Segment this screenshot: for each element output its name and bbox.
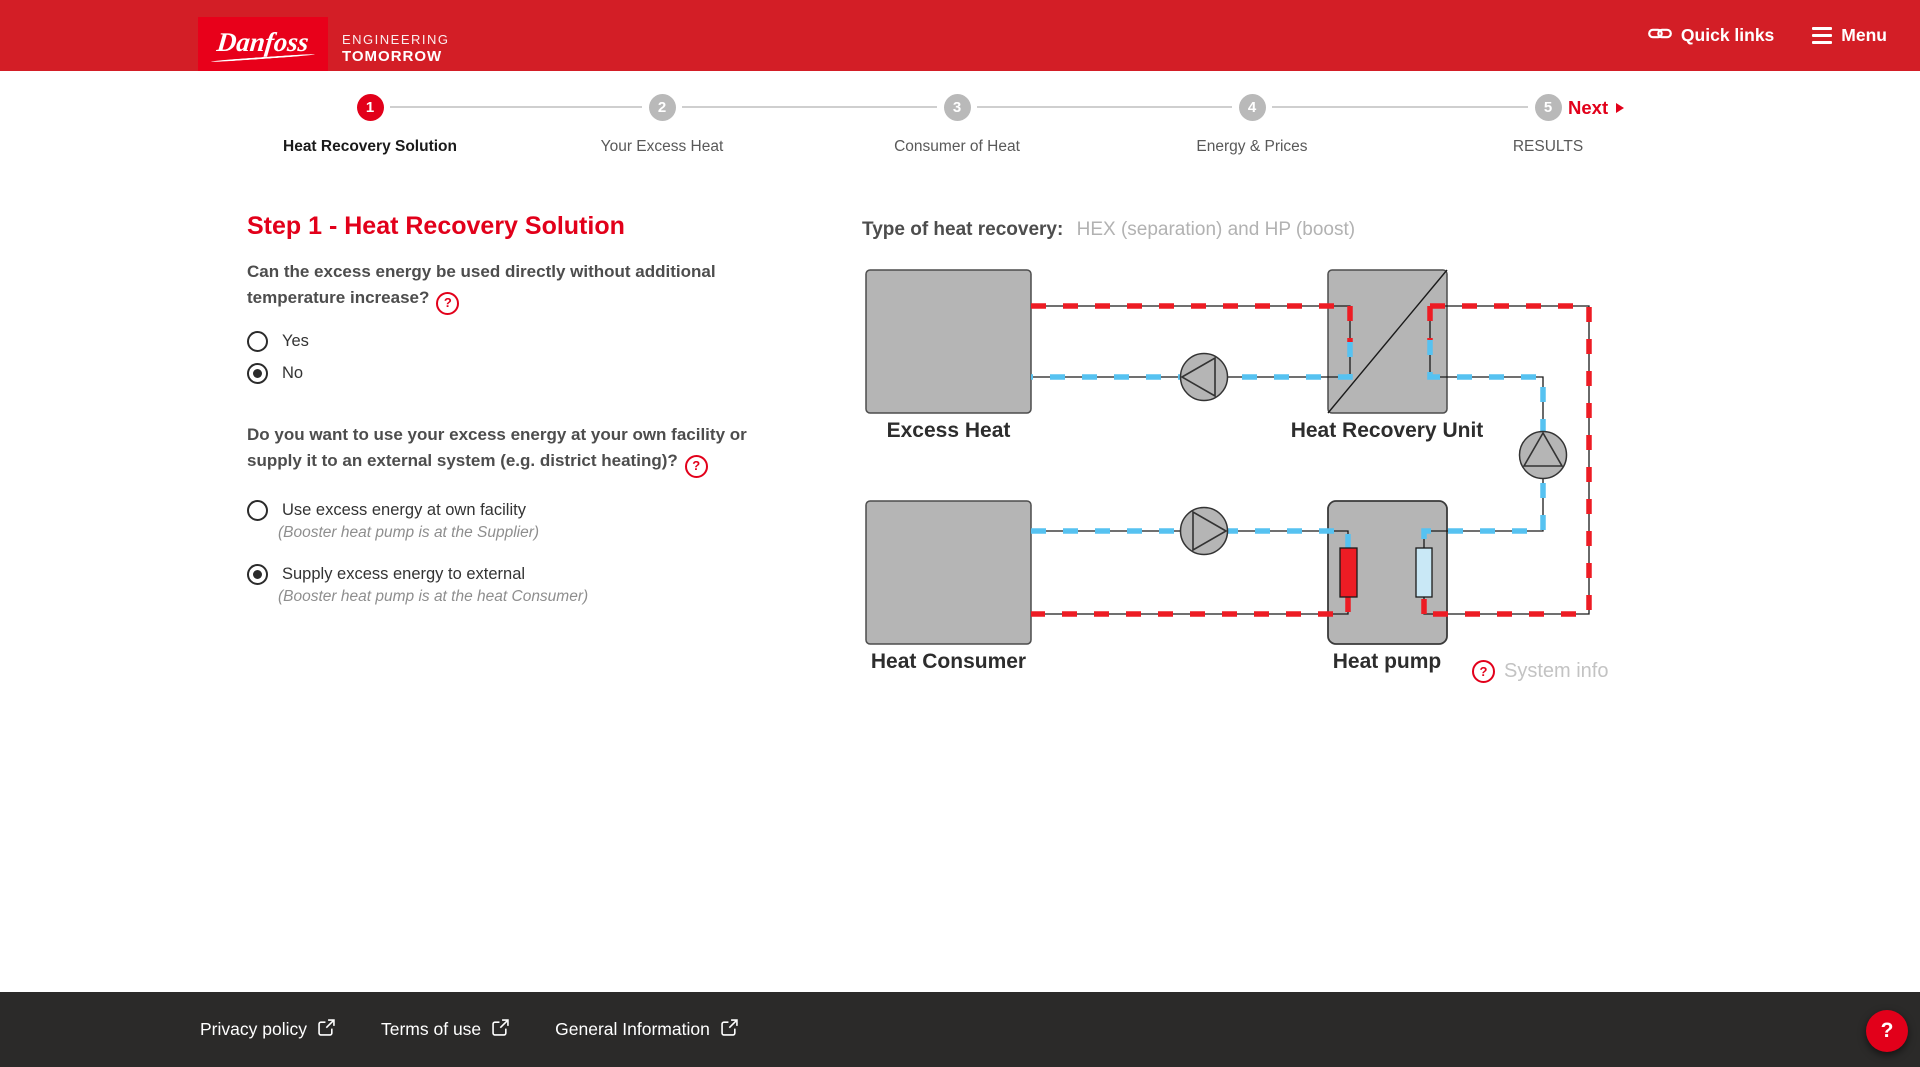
heat-recovery-type-line — [862, 219, 1355, 241]
step-2-circle[interactable]: 2 — [649, 94, 676, 121]
radio-option-own-facility[interactable] — [247, 500, 787, 521]
step-3-label: Consumer of Heat — [894, 138, 1020, 155]
question-1-help-icon[interactable]: ? — [436, 292, 459, 315]
stepper-step-2 — [542, 94, 782, 156]
radio-circle-own-facility[interactable] — [247, 500, 268, 521]
stepper-step-5 — [1428, 94, 1668, 156]
system-info-help-icon[interactable]: ? — [1472, 660, 1495, 683]
terms-of-use-link[interactable] — [381, 1019, 509, 1041]
question-1-text: Can the excess energy be used directly without additional temperature increase? — [247, 262, 716, 308]
system-info-label: System info — [1504, 660, 1609, 682]
radio-option-yes[interactable] — [247, 331, 787, 352]
pump-right — [1520, 432, 1567, 479]
radio-label-no: No — [282, 363, 304, 382]
general-information-link[interactable] — [555, 1019, 738, 1041]
cold-pipes — [1031, 340, 1543, 548]
next-label: Next — [1568, 97, 1609, 118]
question-2-text: Do you want to use your excess energy at your own facility or supply it to an external system (e.g. district heating)? — [247, 424, 747, 471]
next-button[interactable] — [1568, 97, 1624, 119]
excess-heat-box — [866, 270, 1031, 413]
external-link-icon — [492, 1019, 509, 1041]
menu-label: Menu — [1841, 25, 1887, 45]
radio-label-supply-external: Supply excess energy to external — [282, 564, 526, 583]
system-diagram — [862, 262, 1612, 692]
type-label: Type of heat recovery: — [862, 219, 1064, 240]
step-1-circle[interactable]: 1 — [357, 94, 384, 121]
privacy-policy-link[interactable] — [200, 1019, 335, 1041]
step-4-circle[interactable]: 4 — [1239, 94, 1266, 121]
page-title: Step 1 - Heat Recovery Solution — [247, 212, 625, 240]
tagline-line1: ENGINEERING — [342, 32, 450, 47]
pump-top — [1181, 354, 1228, 401]
heat-recovery-unit-label: Heat Recovery Unit — [1290, 419, 1484, 442]
heat-pump-label: Heat pump — [1332, 650, 1442, 673]
stepper-step-4 — [1132, 94, 1372, 156]
step-3-circle[interactable]: 3 — [944, 94, 971, 121]
heat-pump-evaporator — [1416, 548, 1432, 597]
step-4-label: Energy & Prices — [1196, 138, 1308, 155]
top-header-bar — [0, 0, 1920, 71]
excess-heat-label: Excess Heat — [886, 419, 1011, 442]
option-own-facility-subtext: (Booster heat pump is at the Supplier) — [278, 523, 540, 541]
privacy-policy-label: Privacy policy — [200, 1019, 307, 1039]
radio-label-own-facility: Use excess energy at own facility — [282, 500, 526, 519]
question-1-options — [247, 331, 787, 384]
engineering-tomorrow-tagline — [342, 33, 450, 65]
radio-label-yes: Yes — [282, 331, 309, 350]
external-link-icon — [318, 1019, 335, 1041]
radio-circle-yes[interactable] — [247, 331, 268, 352]
pump-bottom — [1181, 508, 1228, 555]
step1-form — [247, 212, 787, 606]
radio-option-no[interactable] — [247, 363, 787, 384]
heat-consumer-label: Heat Consumer — [870, 650, 1027, 673]
pipe-base-lines — [1031, 306, 1589, 614]
step-5-label: RESULTS — [1512, 138, 1584, 155]
hot-pipes — [1031, 306, 1589, 614]
external-link-icon — [721, 1019, 738, 1041]
link-chain-icon — [1648, 25, 1672, 46]
general-information-label: General Information — [555, 1019, 710, 1039]
footer-bar — [0, 992, 1920, 1067]
question-2 — [247, 422, 787, 478]
quick-links-button[interactable] — [1648, 25, 1774, 46]
next-arrow-icon — [1616, 103, 1624, 113]
terms-of-use-label: Terms of use — [380, 1019, 482, 1039]
quick-links-label: Quick links — [1680, 25, 1775, 45]
heat-pump-condenser — [1340, 548, 1357, 597]
step-5-circle[interactable]: 5 — [1535, 94, 1562, 121]
stepper-step-1 — [250, 94, 490, 156]
heat-consumer-box — [866, 501, 1031, 644]
question-1 — [247, 259, 787, 315]
option-own-facility — [247, 500, 787, 542]
hamburger-icon — [1812, 27, 1832, 44]
type-value: HEX (separation) and HP (boost) — [1076, 219, 1356, 240]
system-info-link[interactable] — [1472, 660, 1608, 683]
danfoss-logo[interactable] — [198, 17, 328, 71]
question-2-help-icon[interactable]: ? — [685, 455, 708, 478]
radio-circle-no[interactable] — [247, 363, 268, 384]
menu-button[interactable] — [1812, 25, 1887, 46]
option-supply-external-subtext: (Booster heat pump is at the heat Consumer) — [278, 587, 589, 605]
step-1-label: Heat Recovery Solution — [283, 138, 457, 155]
option-supply-external — [247, 564, 787, 606]
step-2-label: Your Excess Heat — [600, 138, 724, 155]
tagline-line2: TOMORROW — [342, 47, 443, 65]
help-fab-button[interactable]: ? — [1866, 1010, 1908, 1052]
radio-circle-supply-external[interactable] — [247, 564, 268, 585]
stepper-step-3 — [837, 94, 1077, 156]
radio-option-supply-external[interactable] — [247, 564, 787, 585]
danfoss-logo-text: Danfoss — [215, 27, 311, 57]
